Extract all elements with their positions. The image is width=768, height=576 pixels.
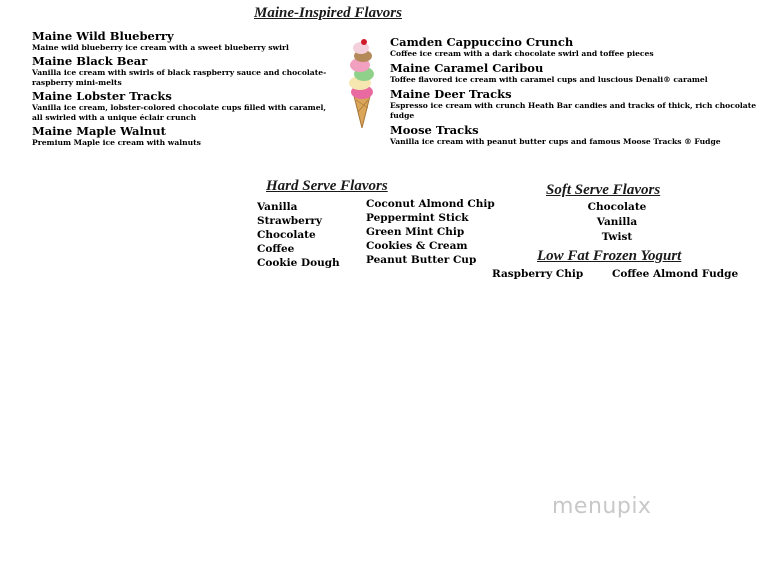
list-item: Peanut Butter Cup	[366, 254, 477, 266]
list-item: Coffee Almond Fudge	[612, 268, 739, 280]
flavor-description: Coffee ice cream with a dark chocolate swirl and toffee pieces	[390, 49, 654, 58]
watermark-logo: menupix	[552, 494, 652, 519]
flavor-name: Moose Tracks	[390, 123, 479, 137]
list-item: Vanilla	[596, 216, 638, 228]
flavor-description: Espresso ice cream with crunch Heath Bar candies and tracks of thick, rich chocolate fudge	[390, 101, 757, 120]
flavor-description: Premium Maple ice cream with walnuts	[32, 138, 201, 147]
list-item: Twist	[601, 231, 633, 243]
flavor-name: Camden Cappuccino Crunch	[390, 35, 574, 49]
flavor-description: Vanilla ice cream with swirls of black raspberry sauce and chocolate-raspberry mini-melts	[32, 68, 327, 87]
frozen-yogurt-title: Low Fat Frozen Yogurt	[537, 248, 682, 264]
list-item: Green Mint Chip	[366, 226, 465, 238]
flavor-name: Maine Deer Tracks	[390, 87, 512, 101]
flavor-name: Maine Lobster Tracks	[32, 89, 172, 103]
flavor-description: Maine wild blueberry ice cream with a sweet blueberry swirl	[32, 43, 289, 52]
list-item: Raspberry Chip	[492, 268, 584, 280]
page-title: Maine-Inspired Flavors	[254, 5, 402, 21]
flavor-name: Maine Maple Walnut	[32, 124, 166, 138]
flavor-name: Maine Wild Blueberry	[32, 29, 174, 43]
flavor-name: Maine Black Bear	[32, 54, 148, 68]
hard-serve-col1	[257, 200, 340, 270]
list-item: Coconut Almond Chip	[366, 198, 495, 210]
list-item: Peppermint Stick	[366, 212, 469, 224]
list-item: Vanilla	[257, 201, 298, 213]
flavor-item	[390, 88, 765, 121]
flavor-description: Vanilla ice cream with peanut butter cups and famous Moose Tracks ® Fudge	[390, 137, 721, 146]
flavor-item	[390, 36, 765, 59]
list-item: Chocolate	[257, 229, 316, 241]
flavor-item	[32, 90, 332, 123]
flavor-description: Toffee flavored ice cream with caramel cups and luscious Denali® caramel	[390, 75, 708, 84]
flavor-item	[32, 125, 332, 148]
list-item: Strawberry	[257, 215, 322, 227]
soft-serve-list	[560, 200, 674, 245]
ice-cream-cone-icon	[342, 38, 382, 128]
flavor-description: Vanilla ice cream, lobster-colored chocolate cups filled with caramel, all swirled with a unique éclair crunch	[32, 103, 327, 122]
flavor-item	[390, 62, 765, 85]
flavor-name: Maine Caramel Caribou	[390, 61, 544, 75]
list-item: Cookie Dough	[257, 257, 340, 269]
hard-serve-col2	[366, 197, 495, 267]
flavor-item	[390, 124, 765, 147]
list-item: Cookies & Cream	[366, 240, 468, 252]
maine-left-column	[32, 30, 332, 148]
flavor-item	[32, 30, 332, 53]
list-item: Coffee	[257, 243, 295, 255]
flavor-item	[32, 55, 332, 88]
list-item: Chocolate	[587, 201, 647, 213]
hard-serve-title: Hard Serve Flavors	[266, 178, 388, 194]
soft-serve-title: Soft Serve Flavors	[546, 182, 661, 198]
maine-right-column	[390, 36, 765, 147]
